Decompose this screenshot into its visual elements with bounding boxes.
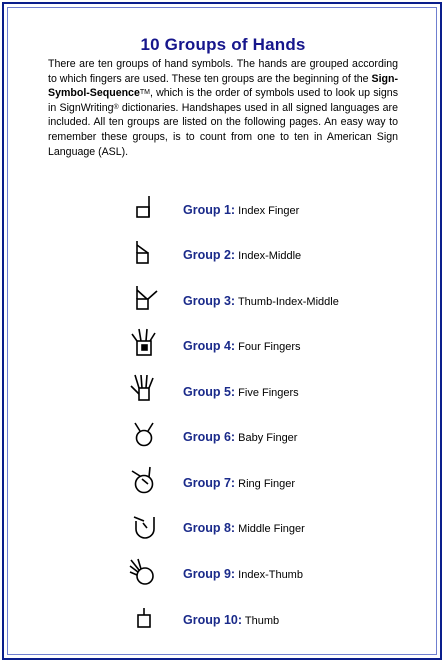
index-thumb-icon <box>120 554 170 594</box>
group-row-6 <box>120 417 420 457</box>
group-name: Group 1: <box>183 203 236 217</box>
intro-text-1: There are ten groups of hand symbols. The hands are grouped according to which fingers are used. These ten groups are the beginning of the <box>48 58 398 85</box>
index-finger-icon <box>120 190 170 230</box>
group-desc: Index-Middle <box>238 250 302 262</box>
group-row-7 <box>120 463 420 503</box>
intro-text-3: dictionaries. Handshapes used in all signed languages are included. All ten groups are listed on the following pages. An easy way to remember these groups, is to count from one to ten in American Sign Language (ASL). <box>48 101 398 158</box>
intro-text-2: , which is the order of symbols used to look up signs in SignWriting <box>48 87 398 114</box>
intro-bold-term: Sign-Symbol-Sequence <box>48 72 398 100</box>
group-desc: Thumb-Index-Middle <box>237 296 339 308</box>
thumb-icon <box>120 600 170 640</box>
group-desc: Thumb <box>244 615 280 627</box>
group-name: Group 8: <box>183 521 236 535</box>
group-label-5 <box>183 372 299 412</box>
page-title: 10 Groups of Hands <box>140 35 306 54</box>
group-label-3 <box>183 281 339 321</box>
thumb-index-middle-icon <box>120 281 170 321</box>
group-desc: Middle Finger <box>238 523 305 535</box>
index-middle-icon <box>120 235 170 275</box>
group-label-8 <box>183 508 305 548</box>
group-row-5 <box>120 372 420 412</box>
middle-finger-icon <box>120 508 170 548</box>
group-row-1 <box>120 190 420 230</box>
group-name: Group 10: <box>183 613 243 627</box>
group-label-10 <box>183 600 279 640</box>
group-desc: Five Fingers <box>238 387 299 399</box>
group-name: Group 2: <box>183 248 236 262</box>
group-label-7 <box>183 463 295 503</box>
baby-finger-icon <box>120 417 170 457</box>
trademark-mark: TM <box>139 89 150 97</box>
group-desc: Index Finger <box>238 205 300 217</box>
group-name: Group 5: <box>183 385 236 399</box>
group-row-4 <box>120 326 420 366</box>
group-label-2 <box>183 235 301 275</box>
group-desc: Index-Thumb <box>238 569 303 581</box>
group-label-6 <box>183 417 297 457</box>
group-label-9 <box>183 554 303 594</box>
group-row-2 <box>120 235 420 275</box>
group-desc: Baby Finger <box>238 432 298 444</box>
group-row-9 <box>120 554 420 594</box>
group-desc: Four Fingers <box>238 341 301 353</box>
five-fingers-icon <box>120 372 170 412</box>
group-label-1 <box>183 190 299 230</box>
four-fingers-icon <box>120 326 170 366</box>
group-name: Group 4: <box>183 339 236 353</box>
group-desc: Ring Finger <box>238 478 296 490</box>
group-row-3 <box>120 281 420 321</box>
ring-finger-icon <box>120 463 170 503</box>
group-name: Group 3: <box>183 294 236 308</box>
group-name: Group 9: <box>183 567 236 581</box>
registered-mark: ® <box>113 103 119 111</box>
group-name: Group 7: <box>183 476 236 490</box>
group-row-8 <box>120 508 420 548</box>
group-name: Group 6: <box>183 430 236 444</box>
group-row-10 <box>120 600 420 640</box>
group-label-4 <box>183 326 301 366</box>
